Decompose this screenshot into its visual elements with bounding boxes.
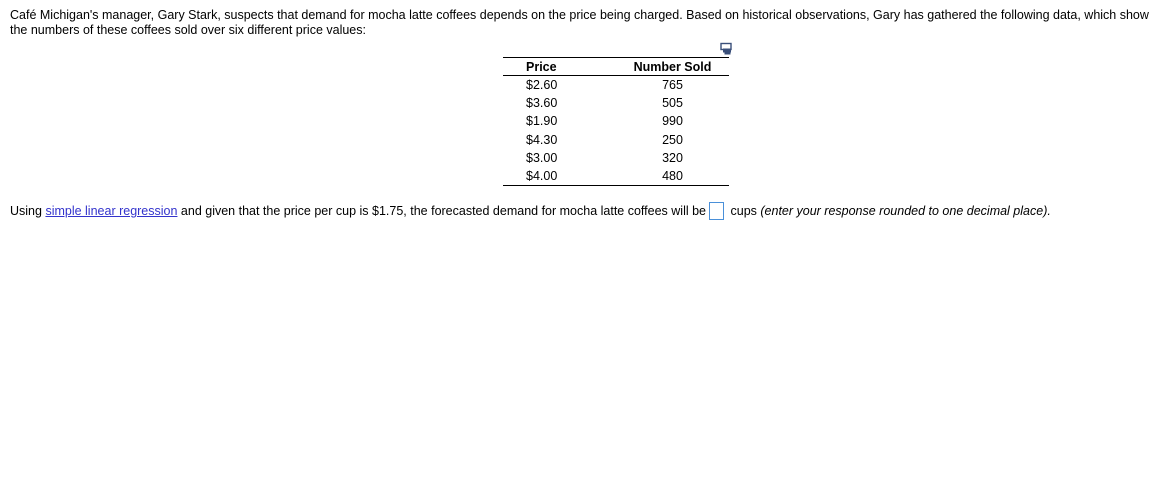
price-demand-table <box>503 57 729 186</box>
price-cell: $1.90 <box>526 114 558 129</box>
copy-icon[interactable] <box>719 42 735 56</box>
table-row <box>503 76 729 95</box>
simple-linear-regression-link[interactable]: simple linear regression <box>45 204 178 218</box>
question-suffix: cups <box>727 204 761 218</box>
price-header: Price <box>503 58 604 76</box>
number-sold-cell: 505 <box>662 96 683 111</box>
table-row <box>503 167 729 186</box>
price-cell: $4.00 <box>526 169 558 184</box>
number-sold-cell: 320 <box>662 150 683 165</box>
question-middle: and given that the price per cup is $1.75, the forecasted demand for mocha latte coffees will be <box>177 204 707 218</box>
number-sold-cell: 480 <box>662 169 683 184</box>
table-row <box>503 94 729 112</box>
rounding-hint: (enter your response rounded to one decimal place). <box>760 204 1051 218</box>
table-row <box>503 149 729 167</box>
question-text <box>10 201 1051 221</box>
price-cell: $2.60 <box>526 78 558 93</box>
problem-intro: Café Michigan's manager, Gary Stark, suspects that demand for mocha latte coffees depends on the price being charged. Based on historical observations, Gary has gathered the following data, which show the numbers of these coffees sold over six different price values: <box>10 8 1149 37</box>
table-row <box>503 112 729 130</box>
table-row <box>503 131 729 149</box>
number-sold-cell: 990 <box>662 114 683 129</box>
number-sold-cell: 765 <box>662 78 683 93</box>
price-cell: $4.30 <box>526 132 558 147</box>
table-header-row <box>503 58 729 76</box>
number-sold-cell: 250 <box>662 132 683 147</box>
price-cell: $3.60 <box>526 96 558 111</box>
price-cell: $3.00 <box>526 150 558 165</box>
question-prefix: Using <box>10 204 46 218</box>
number-sold-header: Number Sold <box>604 58 729 76</box>
forecast-answer-input[interactable] <box>709 202 724 220</box>
